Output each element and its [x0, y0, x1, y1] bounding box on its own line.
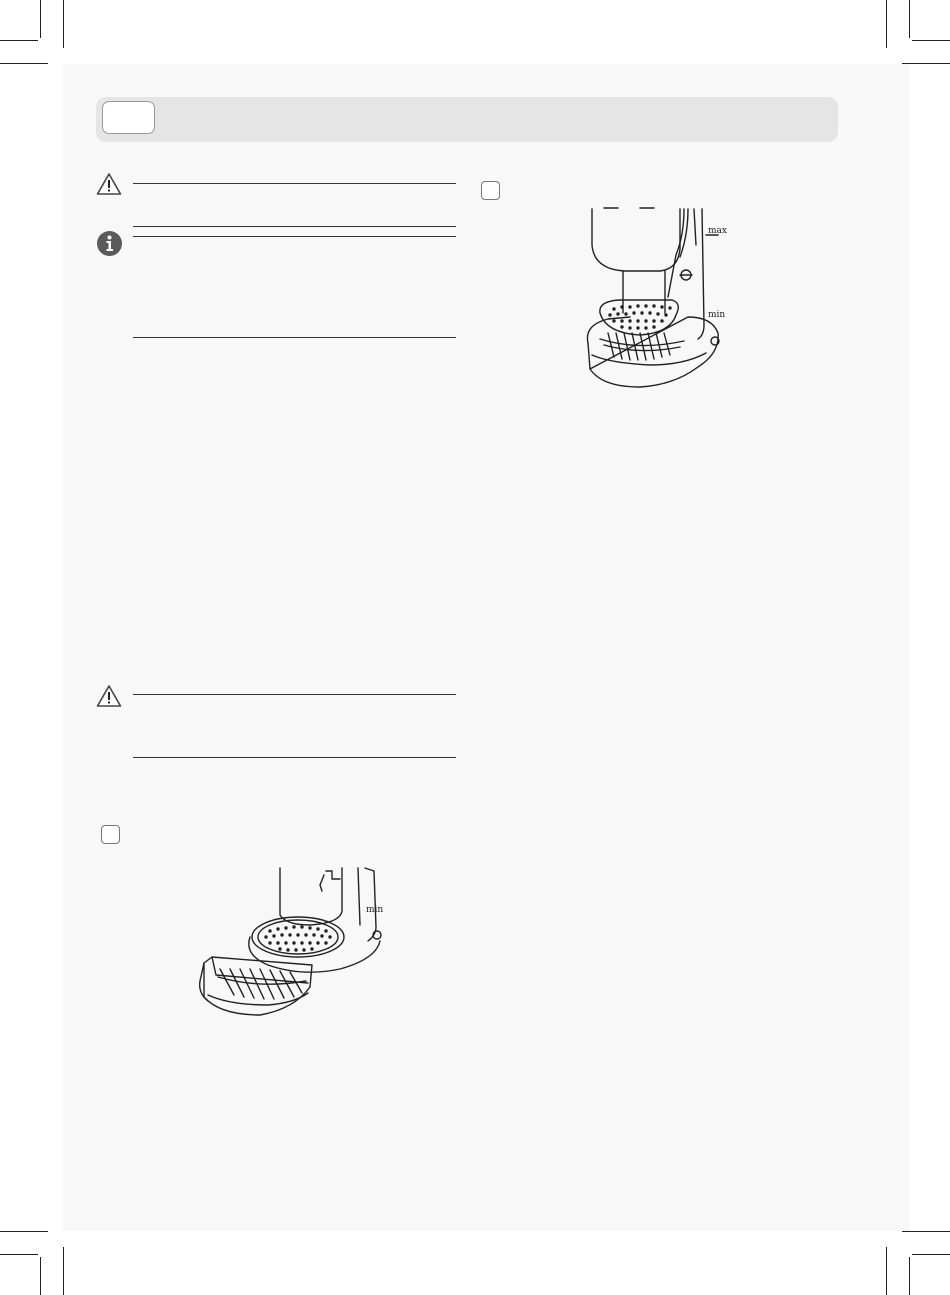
min-marking: min — [708, 310, 726, 320]
notice-rule — [133, 183, 456, 184]
warning-triangle-icon — [96, 172, 122, 196]
step-number-box — [101, 825, 120, 844]
min-marking: min — [366, 905, 384, 915]
crop-mark — [902, 1231, 950, 1232]
crop-mark — [63, 0, 64, 48]
crop-mark — [40, 0, 41, 38]
crop-mark — [0, 63, 48, 64]
coffee-machine-tray-pulled-illustration — [190, 865, 390, 1025]
notice-rule — [133, 757, 456, 758]
coffee-machine-drip-grid-illustration — [580, 205, 730, 400]
crop-mark — [0, 1231, 48, 1232]
crop-mark — [0, 40, 38, 41]
step-number-box — [481, 181, 500, 200]
manual-page — [63, 64, 909, 1231]
crop-mark — [40, 1257, 41, 1295]
crop-mark — [0, 1254, 38, 1255]
section-tab-box — [102, 101, 155, 134]
crop-mark — [886, 0, 887, 48]
crop-mark — [912, 40, 950, 41]
info-circle-icon — [96, 230, 123, 257]
notice-rule — [133, 236, 456, 237]
crop-mark — [909, 1257, 910, 1295]
notice-rule — [133, 337, 456, 338]
section-header-bar — [96, 97, 838, 142]
crop-mark — [63, 1247, 64, 1295]
notice-rule — [133, 694, 456, 695]
crop-mark — [909, 0, 910, 38]
max-marking: max — [708, 226, 727, 236]
warning-triangle-icon — [96, 684, 122, 708]
crop-mark — [886, 1247, 887, 1295]
notice-rule — [133, 226, 456, 227]
crop-mark — [912, 1254, 950, 1255]
crop-mark — [902, 63, 950, 64]
